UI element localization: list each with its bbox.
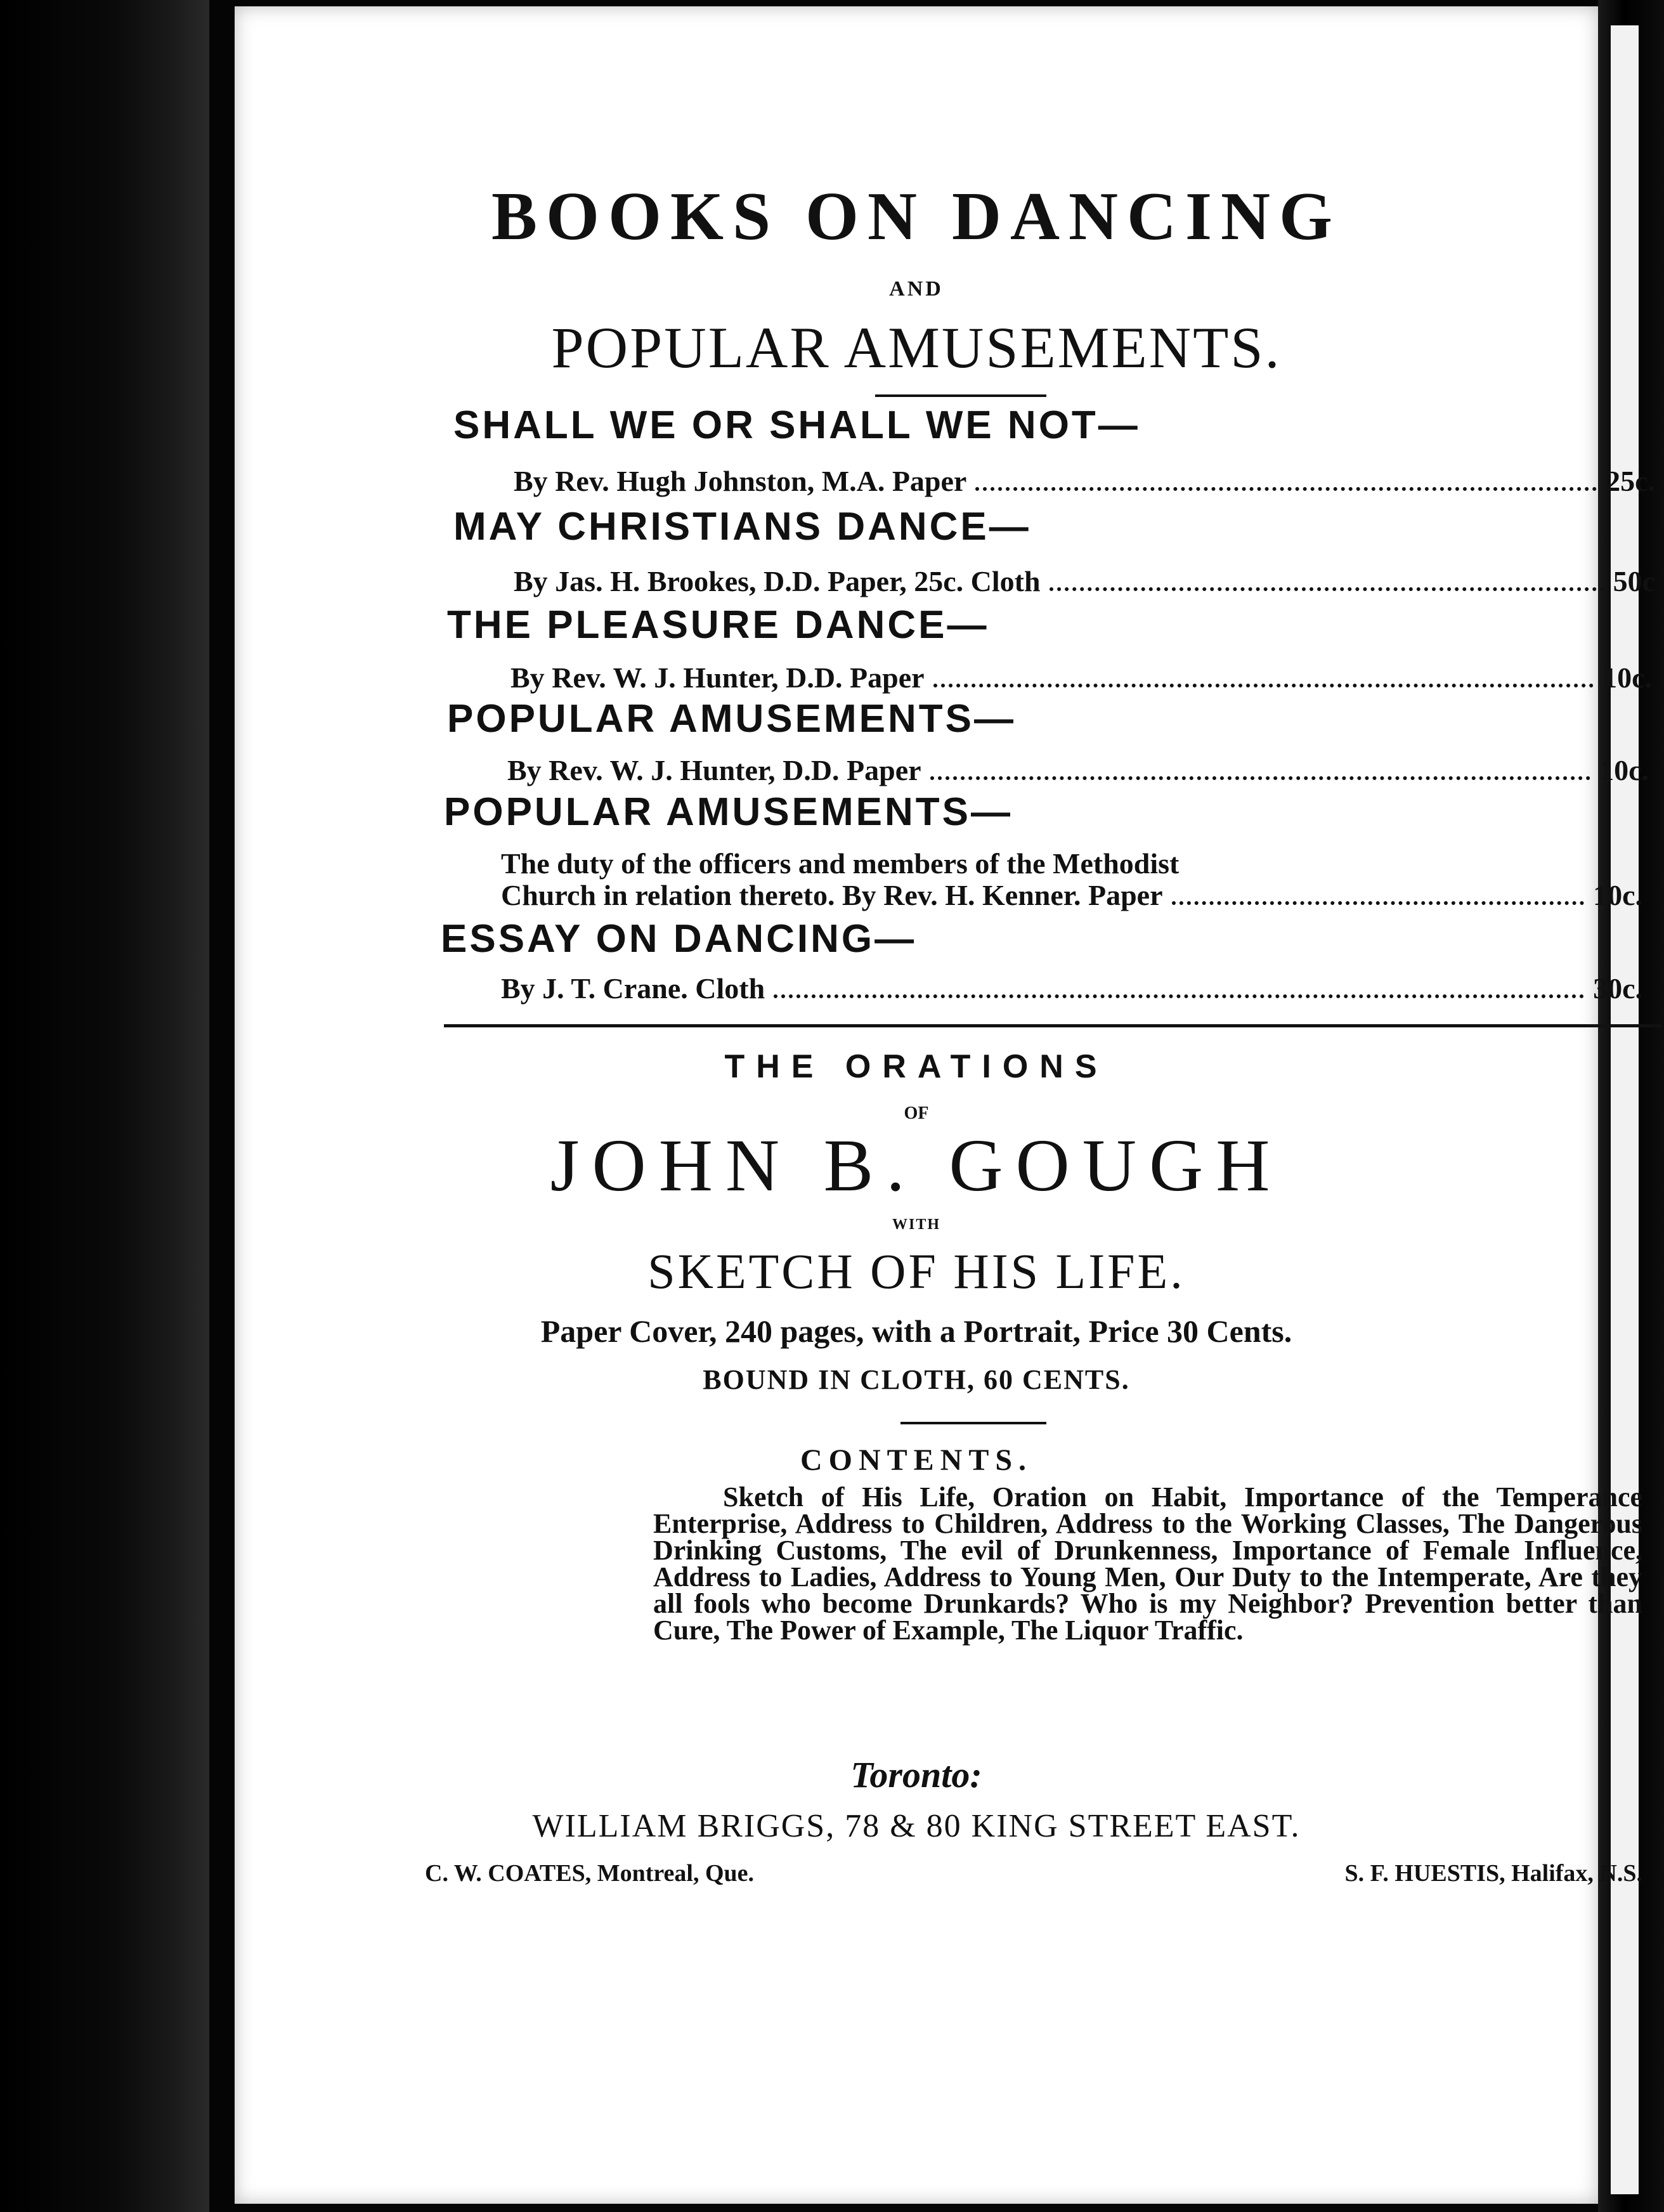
book-entry-line [510, 661, 1652, 694]
imprint-city: Toronto: [850, 1754, 982, 1795]
book-author: By J. T. Crane. Cloth [501, 972, 765, 1005]
book-author: By Rev. W. J. Hunter, D.D. Paper [510, 661, 925, 694]
book-entry-line [514, 564, 1655, 598]
orations-of: OF [904, 1103, 929, 1123]
book-description: The duty of the officers and members of the Methodist [501, 847, 1180, 880]
book-author: Church in relation thereto. By Rev. H. Kenner. Paper [501, 879, 1163, 911]
book-author: By Rev. W. J. Hunter, D.D. Paper [507, 754, 921, 786]
title-conjunction: AND [889, 277, 944, 301]
orations-with: WITH [892, 1216, 940, 1233]
book-price: 10c. [1602, 661, 1652, 694]
agent-montreal: C. W. COATES, Montreal, Que. [425, 1860, 755, 1887]
dot-leader [933, 684, 1594, 687]
book-author: By Rev. Hugh Johnston, M.A. Paper [514, 465, 967, 497]
book-title: POPULAR AMUSEMENTS— [447, 697, 1016, 741]
book-entry-line [507, 753, 1649, 787]
title-rule [875, 394, 1046, 397]
paper-cover-price: Paper Cover, 240 pages, with a Portrait, Price 30 Cents. [540, 1313, 1292, 1349]
page-title: BOOKS ON DANCING [491, 179, 1342, 254]
page-subtitle: POPULAR AMUSEMENTS. [551, 315, 1282, 380]
book-entry-line [501, 878, 1642, 912]
dot-leader [1050, 587, 1604, 591]
book-price: 25c. [1606, 465, 1655, 497]
book-price: 50c [1613, 565, 1655, 597]
dot-leader [774, 994, 1584, 998]
book-title: POPULAR AMUSEMENTS— [444, 790, 1013, 834]
book-title: THE PLEASURE DANCE— [447, 603, 989, 647]
book-author: By Jas. H. Brookes, D.D. Paper, 25c. Cloth [514, 565, 1041, 597]
book-price: 10c. [1593, 879, 1642, 911]
agent-halifax: S. F. HUESTIS, Halifax, N.S. [1344, 1860, 1642, 1887]
publisher-line: WILLIAM BRIGGS, 78 & 80 KING STREET EAST. [532, 1808, 1301, 1844]
book-title: SHALL WE OR SHALL WE NOT— [453, 403, 1140, 447]
dot-leader [1172, 901, 1585, 905]
book-binding-left [0, 0, 209, 2212]
book-price: 10c. [1599, 754, 1649, 786]
book-price: 30c. [1593, 972, 1642, 1005]
section-divider [444, 1024, 1661, 1027]
book-title: MAY CHRISTIANS DANCE— [453, 505, 1031, 549]
contents-rule [900, 1422, 1046, 1424]
dot-leader [975, 487, 1597, 491]
book-title: ESSAY ON DANCING— [441, 917, 917, 961]
book-entry-line [514, 464, 1655, 498]
dot-leader [930, 776, 1591, 780]
cloth-price: BOUND IN CLOTH, 60 CENTS. [703, 1364, 1130, 1395]
sketch-title: SKETCH OF HIS LIFE. [647, 1244, 1185, 1299]
advertisement-page [235, 6, 1655, 2204]
book-entry-line [501, 972, 1642, 1005]
orations-heading: THE ORATIONS [724, 1048, 1108, 1085]
contents-heading: CONTENTS. [800, 1443, 1033, 1477]
author-name: JOHN B. GOUGH [550, 1124, 1283, 1207]
contents-list: Sketch of His Life, Oration on Habit, Importance of the Temperance Enterprise, Address to Children, Address to the Working Classes, The Dangerous Drinking Customs, The evil of Drunkenness, Importance of Female Influence, Address to Ladies, Address to Young Men, Our Duty to the Intemperate, Are they all fools who become Drunkards? Who is my Neighbor? Prevention better than Cure, The Power of Example, The Liquor Traffic. [653, 1481, 1642, 1646]
